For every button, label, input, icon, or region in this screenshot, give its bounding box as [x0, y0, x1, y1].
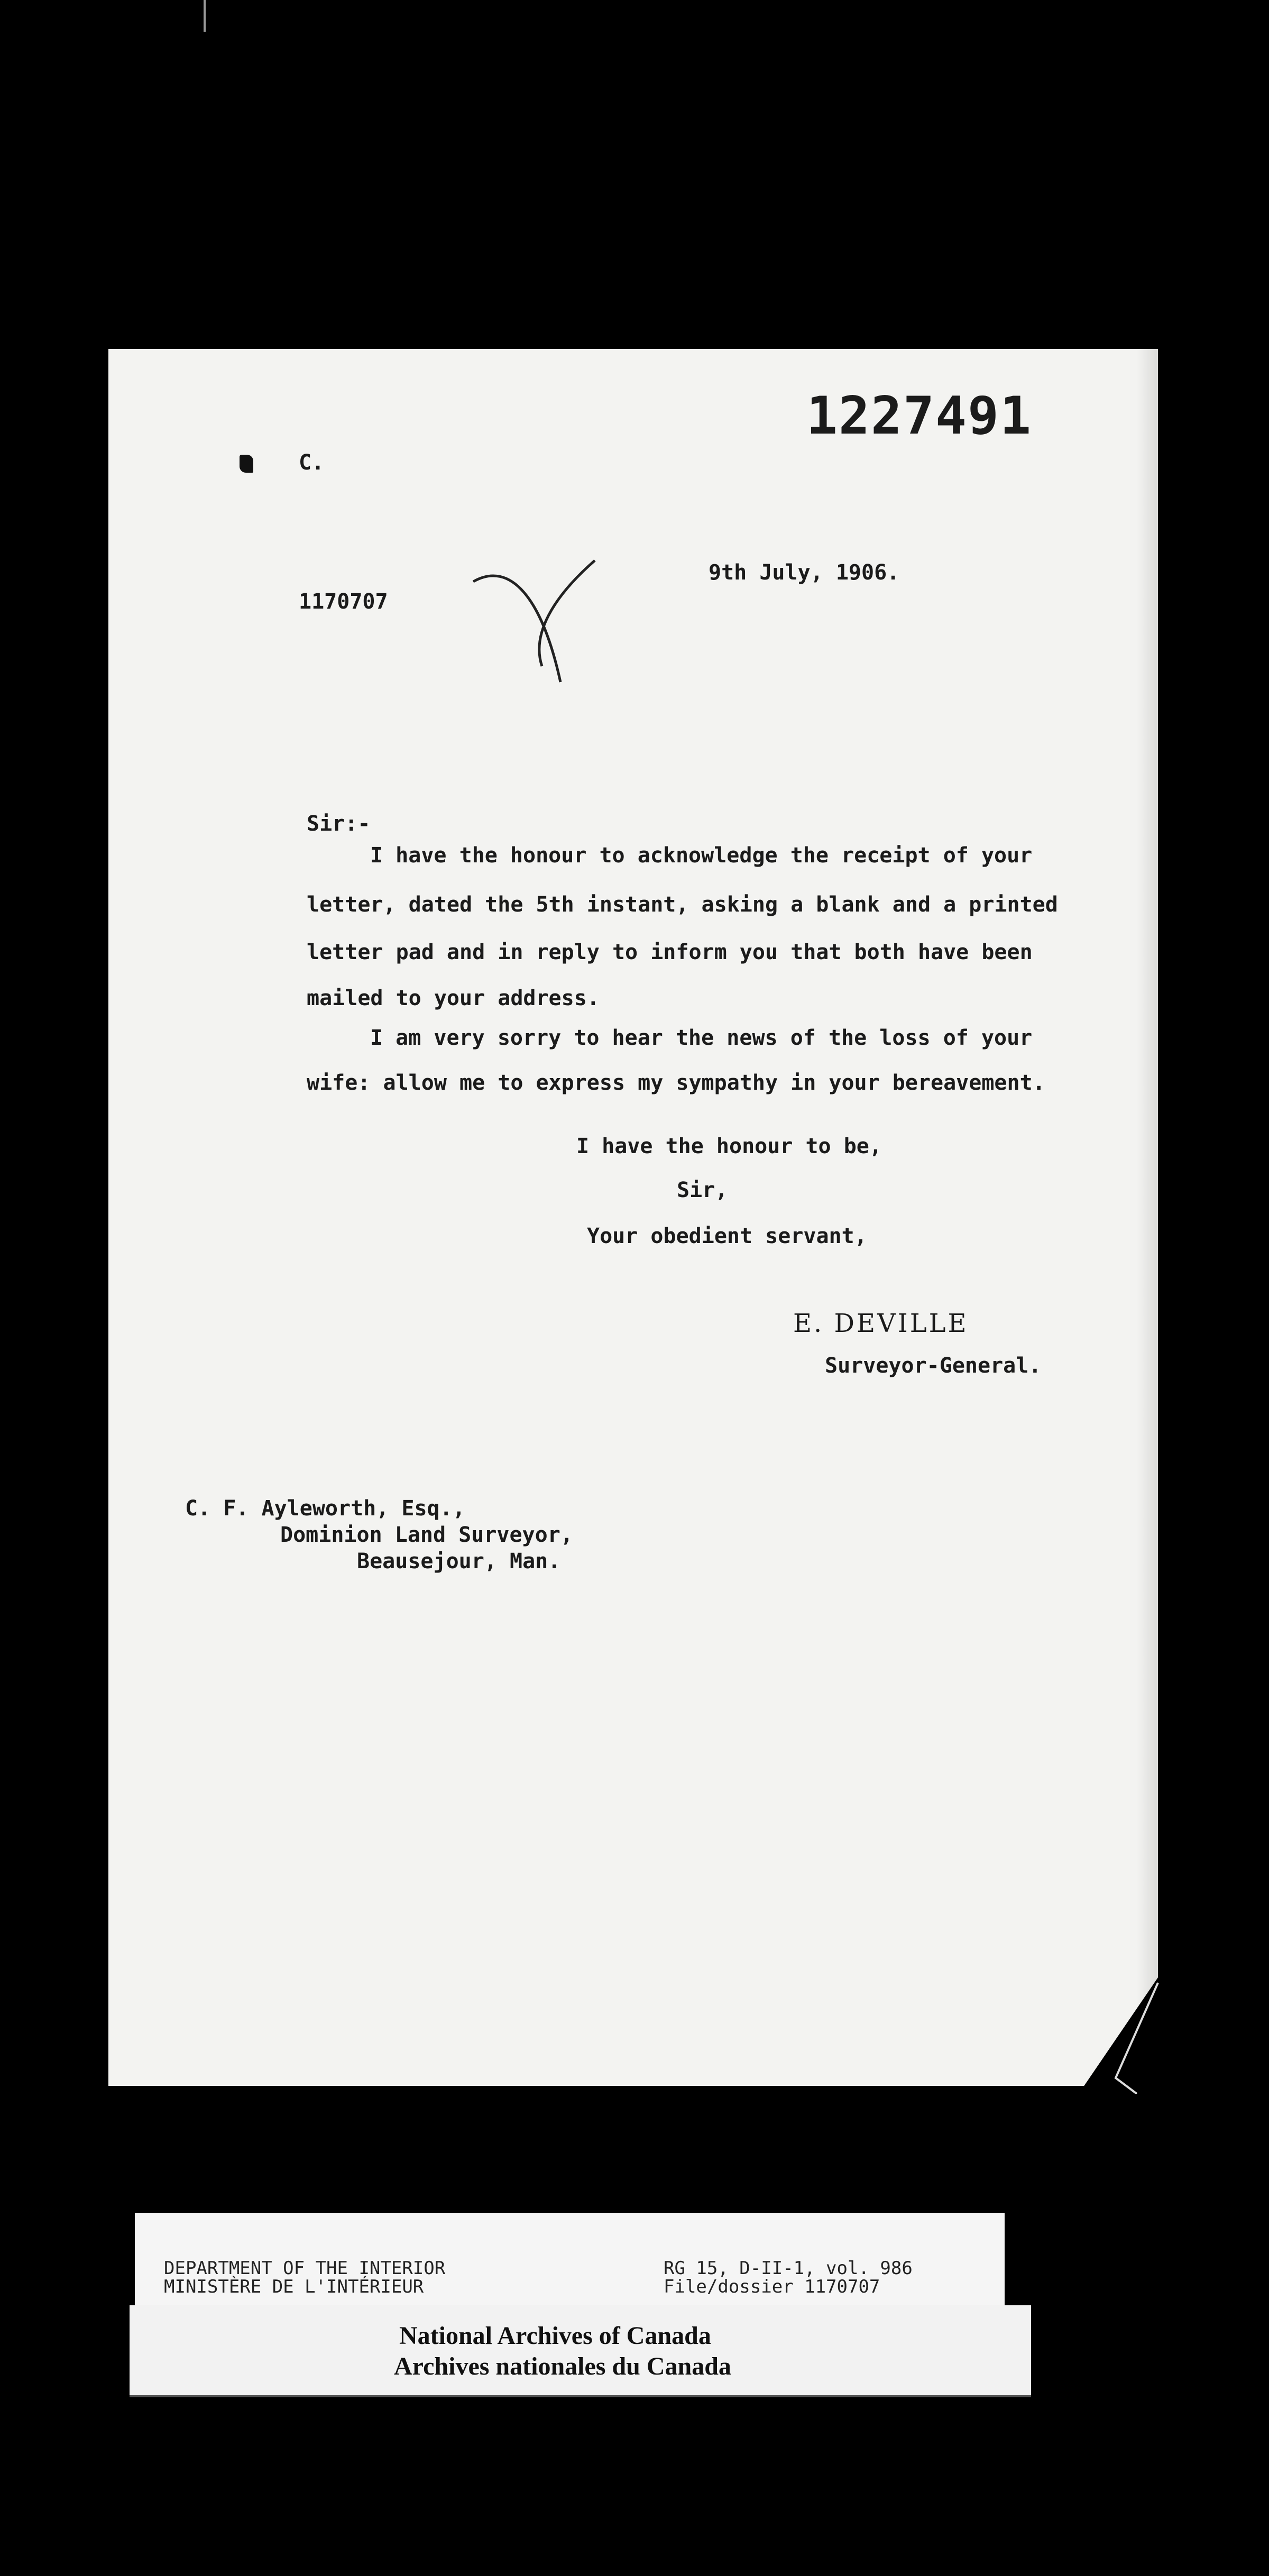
closing-line: I have the honour to be, — [576, 1134, 882, 1158]
archive-label — [130, 2305, 1031, 2395]
folded-corner — [1079, 1977, 1163, 2094]
address-line: Beausejour, Man. — [357, 1549, 561, 1574]
signature-name: E. DEVILLE — [793, 1309, 969, 1338]
body-line: wife: allow me to express my sympathy in your bereavement. — [307, 1071, 1045, 1095]
film-edge-mark — [204, 0, 206, 32]
letter-date: 9th July, 1906. — [709, 560, 900, 585]
body-line: mailed to your address. — [307, 986, 600, 1010]
body-line: I have the honour to acknowledge the receipt of your — [370, 843, 1033, 868]
body-line: letter, dated the 5th instant, asking a blank and a printed — [307, 893, 1058, 917]
body-line: I am very sorry to hear the news of the loss of your — [370, 1026, 1033, 1050]
department-fr: MINISTÈRE DE L'INTÉRIEUR — [164, 2276, 424, 2297]
file-reference: 1170707 — [299, 590, 388, 614]
record-group-reference: RG 15, D-II-1, vol. 986 — [664, 2258, 913, 2279]
closing-line: Your obedient servant, — [587, 1224, 867, 1248]
signature-title: Surveyor-General. — [825, 1354, 1042, 1378]
stamp-number: 1227491 — [806, 386, 1033, 446]
archive-reference-strip — [135, 2213, 1005, 2305]
address-line: Dominion Land Surveyor, — [280, 1523, 573, 1547]
department-en: DEPARTMENT OF THE INTERIOR — [164, 2258, 446, 2279]
archive-name-en: National Archives of Canada — [399, 2322, 711, 2350]
letter-page — [108, 349, 1158, 2086]
address-line: C. F. Ayleworth, Esq., — [185, 1496, 465, 1521]
archive-name-fr: Archives nationales du Canada — [394, 2352, 731, 2380]
handwritten-x-mark — [463, 550, 600, 687]
file-dossier-reference: File/dossier 1170707 — [664, 2276, 880, 2297]
page-edge-shadow — [1137, 349, 1158, 2086]
hole-punch-mark — [240, 455, 253, 473]
salutation: Sir:- — [307, 812, 371, 836]
body-line: letter pad and in reply to inform you that both have been — [307, 940, 1033, 964]
closing-line: Sir, — [677, 1178, 728, 1202]
top-mark: C. — [299, 450, 325, 475]
